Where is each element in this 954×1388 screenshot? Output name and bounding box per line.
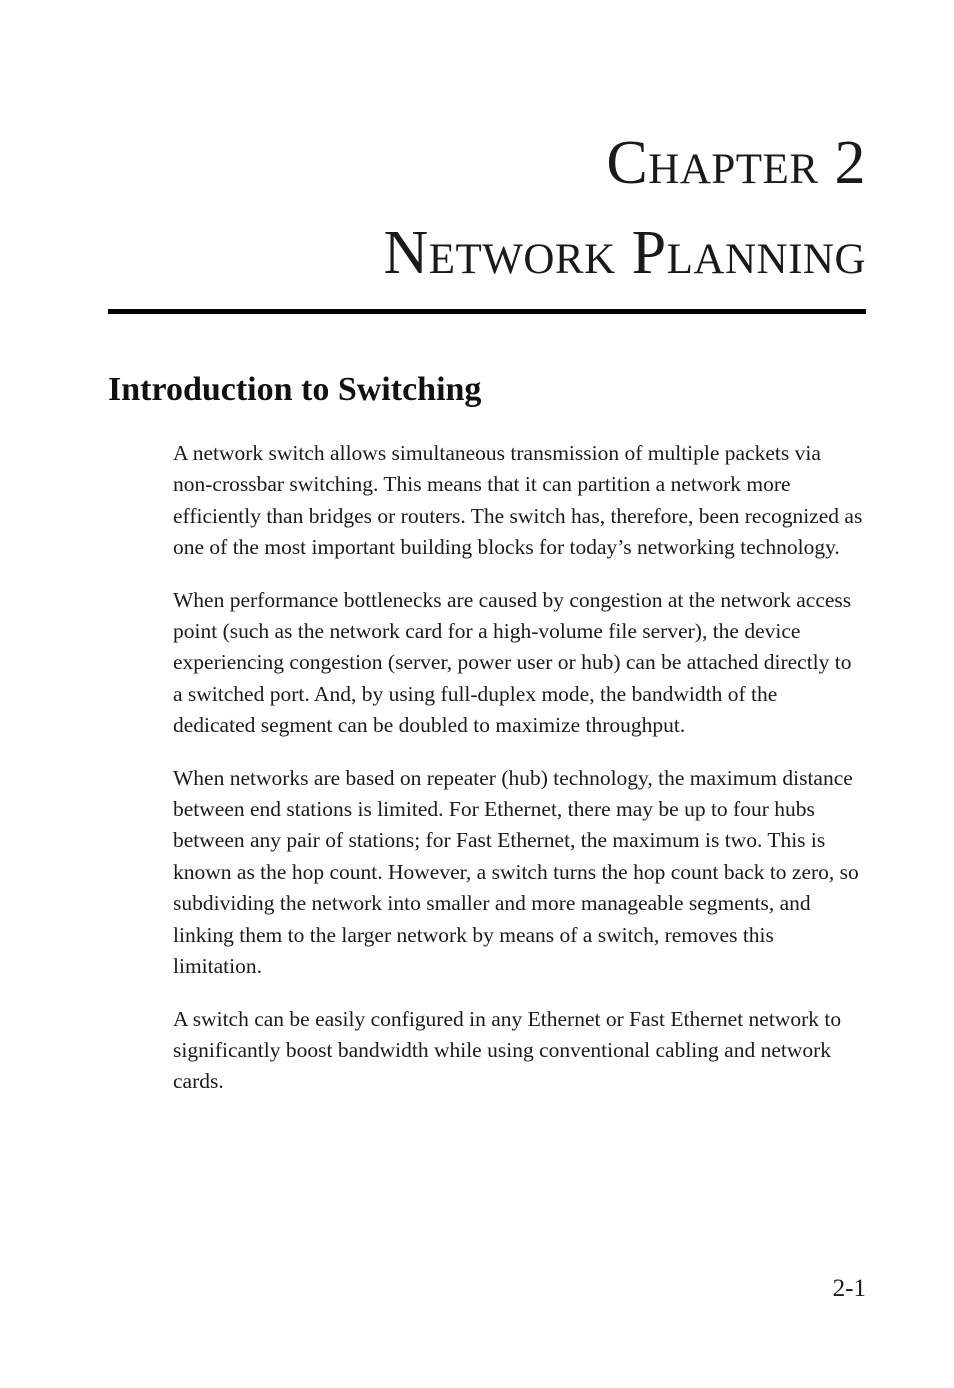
paragraph: A switch can be easily configured in any Ethernet or Fast Ethernet network to significantly boost bandwidth while using conventional cabling and network cards. bbox=[173, 1006, 842, 1094]
chapter-heading bbox=[383, 118, 866, 298]
chapter-title: Network Planning bbox=[383, 219, 866, 287]
section-title: Introduction to Switching bbox=[108, 371, 482, 408]
page-number: 2-1 bbox=[832, 1275, 866, 1302]
section-body bbox=[173, 438, 865, 1119]
chapter-divider-rule bbox=[108, 309, 866, 314]
paragraph: When performance bottlenecks are caused by congestion at the network access point (such as the network card for a high-volume file server), the device experiencing congestion (server, power user or hub) can be attached directly to a switched port. And, by using full-duplex mode, the bandwidth of the dedicated segment can be doubled to maximize throughput. bbox=[173, 587, 852, 738]
paragraph: When networks are based on repeater (hub) technology, the maximum distance between end stations is limited. For Ethernet, there may be up to four hubs between any pair of stations; for Fast Ethernet, the maximum is two. This is known as the hop count. However, a switch turns the hop count back to zero, so subdividing the network into smaller and more manageable segments, and linking them to the larger network by means of a switch, removes this limitation. bbox=[173, 765, 859, 979]
chapter-number: Chapter 2 bbox=[606, 129, 866, 197]
paragraph: A network switch allows simultaneous transmission of multiple packets via non-crossbar switching. This means that it can partition a network more efficiently than bridges or routers. The switch has, therefore, been recognized as one of the most important building blocks for today’s networking technology. bbox=[173, 441, 863, 560]
